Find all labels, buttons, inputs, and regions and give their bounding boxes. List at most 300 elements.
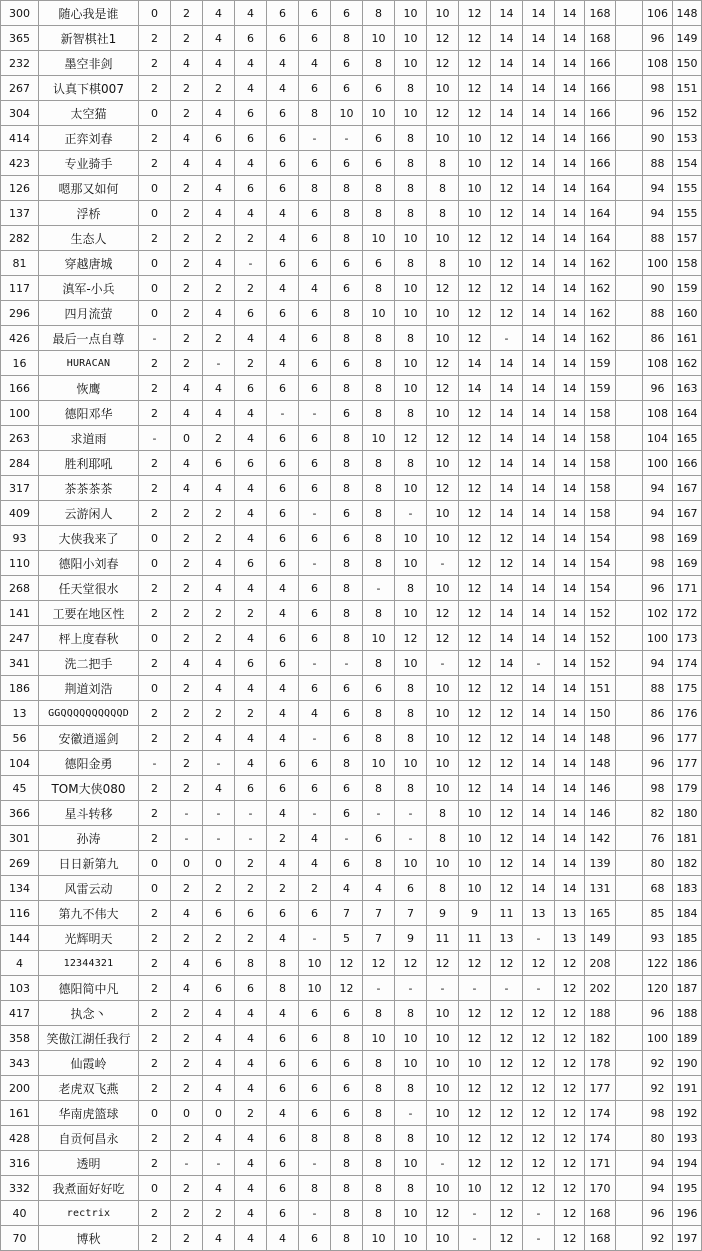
round-cell: 8 (395, 576, 427, 601)
round-cell: - (171, 826, 203, 851)
round-cell: 0 (139, 1176, 171, 1201)
round-cell: 11 (491, 901, 523, 926)
round-cell: 6 (331, 526, 363, 551)
round-cell: 12 (491, 301, 523, 326)
round-cell: 2 (171, 926, 203, 951)
points-cell: 14 (555, 376, 585, 401)
empty-cell (616, 226, 643, 251)
round-cell: 8 (331, 176, 363, 201)
player-id: 161 (1, 1101, 39, 1126)
round-cell: 4 (171, 951, 203, 976)
round-cell: 0 (203, 1101, 235, 1126)
empty-cell (616, 1226, 643, 1251)
player-name: 正弈刘春 (39, 126, 139, 151)
round-cell: 6 (299, 451, 331, 476)
player-id: 366 (1, 801, 39, 826)
round-cell: 7 (363, 926, 395, 951)
round-cell: 2 (203, 1201, 235, 1226)
round-cell: 14 (523, 426, 555, 451)
player-name: 德阳小刘春 (39, 551, 139, 576)
secondary-score-cell: 98 (643, 1101, 673, 1126)
round-cell: 12 (427, 276, 459, 301)
round-cell: 8 (331, 376, 363, 401)
empty-cell (616, 526, 643, 551)
round-cell: 10 (427, 1101, 459, 1126)
round-cell: - (523, 976, 555, 1001)
player-id: 284 (1, 451, 39, 476)
round-cell: 12 (459, 1126, 491, 1151)
player-name: 生态人 (39, 226, 139, 251)
score-cell: 166 (585, 76, 616, 101)
player-id: 186 (1, 676, 39, 701)
round-cell: - (299, 926, 331, 951)
round-cell: 8 (363, 201, 395, 226)
round-cell: 6 (267, 1076, 299, 1101)
secondary-score-cell: 90 (643, 276, 673, 301)
round-cell: 12 (491, 801, 523, 826)
rank-cell: 182 (673, 851, 702, 876)
empty-cell (616, 851, 643, 876)
player-name: 德阳简中凡 (39, 976, 139, 1001)
empty-cell (616, 1026, 643, 1051)
round-cell: 8 (363, 1001, 395, 1026)
round-cell: 6 (267, 551, 299, 576)
player-id: 409 (1, 501, 39, 526)
round-cell: 6 (203, 901, 235, 926)
round-cell: 0 (139, 276, 171, 301)
player-name: 滇军-小兵 (39, 276, 139, 301)
round-cell: 6 (299, 326, 331, 351)
round-cell: 10 (395, 1151, 427, 1176)
round-cell: 8 (363, 1201, 395, 1226)
round-cell: 8 (267, 976, 299, 1001)
round-cell: 6 (299, 776, 331, 801)
round-cell: 12 (491, 826, 523, 851)
score-cell: 164 (585, 201, 616, 226)
rank-cell: 177 (673, 751, 702, 776)
round-cell: 10 (427, 1226, 459, 1251)
round-cell: 2 (203, 426, 235, 451)
round-cell: 4 (235, 726, 267, 751)
round-cell: 4 (267, 1001, 299, 1026)
score-cell: 159 (585, 376, 616, 401)
round-cell: - (171, 1151, 203, 1176)
round-cell: 12 (459, 26, 491, 51)
round-cell: 14 (523, 76, 555, 101)
round-cell: 10 (363, 1026, 395, 1051)
round-cell: 14 (459, 351, 491, 376)
round-cell: - (363, 576, 395, 601)
round-cell: 10 (395, 1051, 427, 1076)
round-cell: 4 (171, 976, 203, 1001)
points-cell: 14 (555, 201, 585, 226)
round-cell: 6 (267, 751, 299, 776)
empty-cell (616, 676, 643, 701)
round-cell: 8 (395, 776, 427, 801)
round-cell: 12 (491, 701, 523, 726)
round-cell: 12 (427, 26, 459, 51)
rank-cell: 179 (673, 776, 702, 801)
round-cell: - (331, 651, 363, 676)
round-cell: 12 (459, 526, 491, 551)
secondary-score-cell: 96 (643, 726, 673, 751)
round-cell: 2 (139, 826, 171, 851)
round-cell: 10 (427, 451, 459, 476)
rank-cell: 176 (673, 701, 702, 726)
player-name: 任天堂很水 (39, 576, 139, 601)
round-cell: 4 (235, 401, 267, 426)
round-cell: 12 (427, 376, 459, 401)
round-cell: 10 (459, 801, 491, 826)
round-cell: 4 (203, 676, 235, 701)
points-cell: 12 (555, 951, 585, 976)
round-cell: 4 (203, 376, 235, 401)
round-cell: 10 (427, 851, 459, 876)
round-cell: 2 (171, 1076, 203, 1101)
round-cell: 6 (299, 201, 331, 226)
score-cell: 165 (585, 901, 616, 926)
round-cell: 10 (395, 351, 427, 376)
round-cell: 4 (203, 1226, 235, 1251)
round-cell: 6 (235, 551, 267, 576)
round-cell: 2 (171, 1051, 203, 1076)
round-cell: 8 (427, 176, 459, 201)
round-cell: 8 (331, 301, 363, 326)
round-cell: 8 (331, 201, 363, 226)
round-cell: 4 (363, 876, 395, 901)
round-cell: 6 (267, 1, 299, 26)
round-cell: 6 (267, 1201, 299, 1226)
empty-cell (616, 276, 643, 301)
round-cell: 8 (395, 126, 427, 151)
round-cell: 12 (427, 951, 459, 976)
round-cell: 2 (171, 276, 203, 301)
round-cell: 2 (171, 551, 203, 576)
round-cell: 4 (171, 401, 203, 426)
rank-cell: 163 (673, 376, 702, 401)
player-name: 大侠我来了 (39, 526, 139, 551)
round-cell: 2 (139, 51, 171, 76)
round-cell: 2 (203, 276, 235, 301)
secondary-score-cell: 100 (643, 451, 673, 476)
round-cell: 10 (363, 26, 395, 51)
round-cell: - (139, 426, 171, 451)
round-cell: 6 (363, 126, 395, 151)
round-cell: 4 (299, 701, 331, 726)
round-cell: 6 (299, 1001, 331, 1026)
points-cell: 14 (555, 676, 585, 701)
round-cell: 12 (491, 1226, 523, 1251)
round-cell: 4 (203, 301, 235, 326)
round-cell: 8 (363, 851, 395, 876)
player-id: 70 (1, 1226, 39, 1251)
round-cell: 6 (267, 451, 299, 476)
secondary-score-cell: 80 (643, 851, 673, 876)
round-cell: 4 (203, 1001, 235, 1026)
round-cell: 4 (171, 376, 203, 401)
round-cell: 12 (491, 676, 523, 701)
round-cell: 4 (203, 476, 235, 501)
empty-cell (616, 951, 643, 976)
player-name: GGQQQQQQQQQQD (39, 701, 139, 726)
round-cell: 12 (459, 326, 491, 351)
round-cell: 8 (363, 1, 395, 26)
round-cell: 4 (235, 426, 267, 451)
round-cell: 10 (427, 1026, 459, 1051)
round-cell: 8 (331, 26, 363, 51)
round-cell: 8 (363, 51, 395, 76)
round-cell: 6 (235, 651, 267, 676)
round-cell: 6 (299, 601, 331, 626)
round-cell: 6 (235, 176, 267, 201)
round-cell: - (235, 826, 267, 851)
round-cell: 6 (235, 376, 267, 401)
secondary-score-cell: 100 (643, 626, 673, 651)
secondary-score-cell: 90 (643, 126, 673, 151)
round-cell: - (203, 826, 235, 851)
player-name: 第九不伟大 (39, 901, 139, 926)
round-cell: 8 (331, 1176, 363, 1201)
round-cell: 4 (203, 1176, 235, 1201)
round-cell: 2 (139, 376, 171, 401)
rank-cell: 164 (673, 401, 702, 426)
round-cell: 6 (235, 976, 267, 1001)
secondary-score-cell: 106 (643, 1, 673, 26)
round-cell: 2 (203, 601, 235, 626)
round-cell: 14 (523, 676, 555, 701)
player-id: 300 (1, 1, 39, 26)
round-cell: 6 (331, 1101, 363, 1126)
secondary-score-cell: 96 (643, 376, 673, 401)
round-cell: 8 (363, 1126, 395, 1151)
rank-cell: 184 (673, 901, 702, 926)
round-cell: 2 (139, 601, 171, 626)
player-name: 最后一点自尊 (39, 326, 139, 351)
round-cell: 8 (395, 701, 427, 726)
round-cell: 13 (491, 926, 523, 951)
empty-cell (616, 476, 643, 501)
rank-cell: 151 (673, 76, 702, 101)
rank-cell: 159 (673, 276, 702, 301)
round-cell: 4 (171, 151, 203, 176)
round-cell: - (459, 976, 491, 1001)
round-cell: - (459, 1201, 491, 1226)
round-cell: 4 (299, 51, 331, 76)
secondary-score-cell: 86 (643, 326, 673, 351)
round-cell: 8 (363, 351, 395, 376)
player-id: 117 (1, 276, 39, 301)
round-cell: 0 (171, 426, 203, 451)
empty-cell (616, 826, 643, 851)
score-cell: 151 (585, 676, 616, 701)
empty-cell (616, 51, 643, 76)
round-cell: 10 (459, 126, 491, 151)
round-cell: - (203, 751, 235, 776)
secondary-score-cell: 93 (643, 926, 673, 951)
round-cell: 8 (427, 151, 459, 176)
round-cell: 12 (491, 126, 523, 151)
round-cell: 10 (331, 101, 363, 126)
round-cell: 10 (459, 201, 491, 226)
round-cell: 6 (267, 301, 299, 326)
round-cell: 14 (491, 1, 523, 26)
round-cell: 6 (331, 851, 363, 876)
round-cell: 2 (235, 226, 267, 251)
player-name: 工要在地区性 (39, 601, 139, 626)
round-cell: 11 (459, 926, 491, 951)
round-cell: 12 (491, 1151, 523, 1176)
score-cell: 158 (585, 501, 616, 526)
round-cell: 14 (523, 776, 555, 801)
round-cell: 2 (171, 1126, 203, 1151)
round-cell: 2 (299, 876, 331, 901)
score-cell: 168 (585, 26, 616, 51)
empty-cell (616, 876, 643, 901)
rank-cell: 197 (673, 1226, 702, 1251)
round-cell: 0 (139, 101, 171, 126)
round-cell: 8 (363, 501, 395, 526)
empty-cell (616, 301, 643, 326)
round-cell: 8 (363, 1176, 395, 1201)
round-cell: 8 (331, 626, 363, 651)
round-cell: 6 (299, 251, 331, 276)
round-cell: 6 (363, 826, 395, 851)
secondary-score-cell: 88 (643, 226, 673, 251)
empty-cell (616, 76, 643, 101)
score-cell: 166 (585, 51, 616, 76)
round-cell: 4 (267, 676, 299, 701)
round-cell: 10 (459, 1051, 491, 1076)
round-cell: 8 (363, 401, 395, 426)
round-cell: 6 (331, 251, 363, 276)
points-cell: 14 (555, 526, 585, 551)
rank-cell: 155 (673, 176, 702, 201)
round-cell: 6 (203, 451, 235, 476)
round-cell: - (299, 401, 331, 426)
round-cell: 8 (427, 201, 459, 226)
rank-cell: 175 (673, 676, 702, 701)
round-cell: 12 (491, 551, 523, 576)
round-cell: 2 (235, 701, 267, 726)
points-cell: 14 (555, 626, 585, 651)
round-cell: 4 (171, 451, 203, 476)
round-cell: 12 (491, 1101, 523, 1126)
round-cell: 6 (235, 101, 267, 126)
round-cell: 12 (459, 76, 491, 101)
round-cell: 2 (171, 26, 203, 51)
round-cell: 8 (395, 326, 427, 351)
empty-cell (616, 776, 643, 801)
round-cell: 8 (363, 601, 395, 626)
round-cell: 11 (427, 926, 459, 951)
points-cell: 14 (555, 851, 585, 876)
player-name: 胜利耶吼 (39, 451, 139, 476)
round-cell: 12 (459, 551, 491, 576)
round-cell: 8 (267, 951, 299, 976)
round-cell: 6 (267, 776, 299, 801)
round-cell: - (395, 1101, 427, 1126)
score-cell: 150 (585, 701, 616, 726)
player-id: 103 (1, 976, 39, 1001)
round-cell: 10 (395, 476, 427, 501)
round-cell: 2 (171, 1026, 203, 1051)
round-cell: 12 (459, 1001, 491, 1026)
score-cell: 162 (585, 301, 616, 326)
round-cell: 2 (235, 1101, 267, 1126)
round-cell: 12 (491, 876, 523, 901)
round-cell: 6 (267, 101, 299, 126)
round-cell: 6 (299, 901, 331, 926)
round-cell: 12 (459, 226, 491, 251)
round-cell: 6 (331, 776, 363, 801)
secondary-score-cell: 94 (643, 176, 673, 201)
round-cell: 8 (331, 326, 363, 351)
round-cell: 14 (523, 626, 555, 651)
empty-cell (616, 901, 643, 926)
rank-cell: 172 (673, 601, 702, 626)
round-cell: - (139, 326, 171, 351)
round-cell: 6 (331, 1051, 363, 1076)
points-cell: 12 (555, 1226, 585, 1251)
round-cell: 14 (523, 301, 555, 326)
round-cell: 14 (523, 176, 555, 201)
player-id: 341 (1, 651, 39, 676)
rank-cell: 169 (673, 551, 702, 576)
points-cell: 12 (555, 976, 585, 1001)
round-cell: 14 (491, 51, 523, 76)
points-cell: 14 (555, 351, 585, 376)
round-cell: 8 (363, 551, 395, 576)
rank-cell: 180 (673, 801, 702, 826)
round-cell: 12 (491, 1076, 523, 1101)
round-cell: 6 (331, 1, 363, 26)
empty-cell (616, 626, 643, 651)
round-cell: 4 (267, 926, 299, 951)
round-cell: 6 (299, 676, 331, 701)
secondary-score-cell: 100 (643, 1026, 673, 1051)
secondary-score-cell: 94 (643, 201, 673, 226)
score-cell: 177 (585, 1076, 616, 1101)
round-cell: 14 (523, 576, 555, 601)
empty-cell (616, 701, 643, 726)
round-cell: 10 (427, 526, 459, 551)
round-cell: 12 (523, 1051, 555, 1076)
round-cell: 14 (491, 426, 523, 451)
round-cell: 6 (299, 426, 331, 451)
score-cell: 168 (585, 1, 616, 26)
round-cell: 2 (171, 626, 203, 651)
round-cell: 2 (171, 526, 203, 551)
points-cell: 13 (555, 926, 585, 951)
round-cell: 4 (235, 326, 267, 351)
round-cell: 2 (171, 1201, 203, 1226)
round-cell: 12 (523, 1076, 555, 1101)
round-cell: 8 (395, 676, 427, 701)
empty-cell (616, 251, 643, 276)
round-cell: 6 (235, 301, 267, 326)
round-cell: 4 (171, 126, 203, 151)
round-cell: - (267, 401, 299, 426)
round-cell: 4 (331, 876, 363, 901)
round-cell: 8 (395, 176, 427, 201)
round-cell: 12 (523, 1151, 555, 1176)
secondary-score-cell: 98 (643, 76, 673, 101)
round-cell: 8 (427, 801, 459, 826)
round-cell: 14 (491, 101, 523, 126)
round-cell: 12 (427, 626, 459, 651)
round-cell: 2 (171, 726, 203, 751)
points-cell: 12 (555, 1001, 585, 1026)
